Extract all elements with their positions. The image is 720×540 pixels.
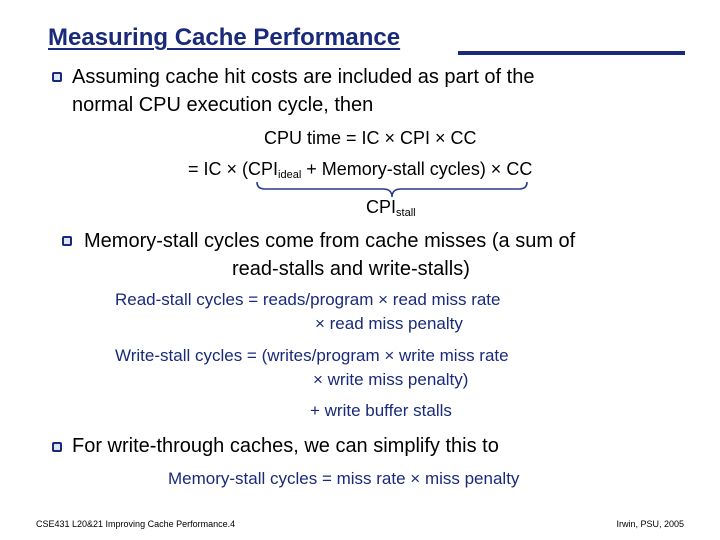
bullet-2-line-1: Memory-stall cycles come from cache misses (a sum of [84, 230, 576, 252]
cpi-stall-label: $CPI_{stall}$ [366, 197, 416, 219]
bullet-2-line-2: read-stalls and write-stalls) [232, 258, 470, 280]
cpu-time-formula: CPU time = IC × CPI × CC [264, 128, 477, 148]
footer-course-label: CSE431 L20&21 Improving Cache Performance.4 [36, 519, 236, 529]
bullet-icon [62, 236, 72, 246]
bullet-icon [52, 442, 62, 452]
write-buffer-stalls: + write buffer stalls [310, 401, 452, 420]
bullet-1-line-2: normal CPU execution cycle, then [72, 94, 374, 116]
write-stall-formula: Write-stall cycles = (writes/program × write miss rate [115, 346, 509, 365]
write-stall-continuation: × write miss penalty) [313, 370, 469, 389]
footer-author: Irwin, PSU, 2005 [616, 519, 684, 529]
bullet-1-line-1: Assuming cache hit costs are included as part of the [72, 66, 535, 88]
read-stall-formula: Read-stall cycles = reads/program × read miss rate [115, 290, 501, 309]
cpu-time-expansion: = IC × ($CPI_{ideal}$ + Memory-stall cycles) × CC [188, 159, 533, 181]
read-stall-continuation: × read miss penalty [315, 314, 463, 333]
bullet-3-line-1: For write-through caches, we can simplify this to [72, 435, 499, 457]
simplified-formula: Memory-stall cycles = miss rate × miss penalty [168, 469, 520, 488]
title-underline-rule [458, 51, 685, 55]
bullet-icon [52, 72, 62, 82]
slide-title: Measuring Cache Performance [48, 24, 401, 51]
